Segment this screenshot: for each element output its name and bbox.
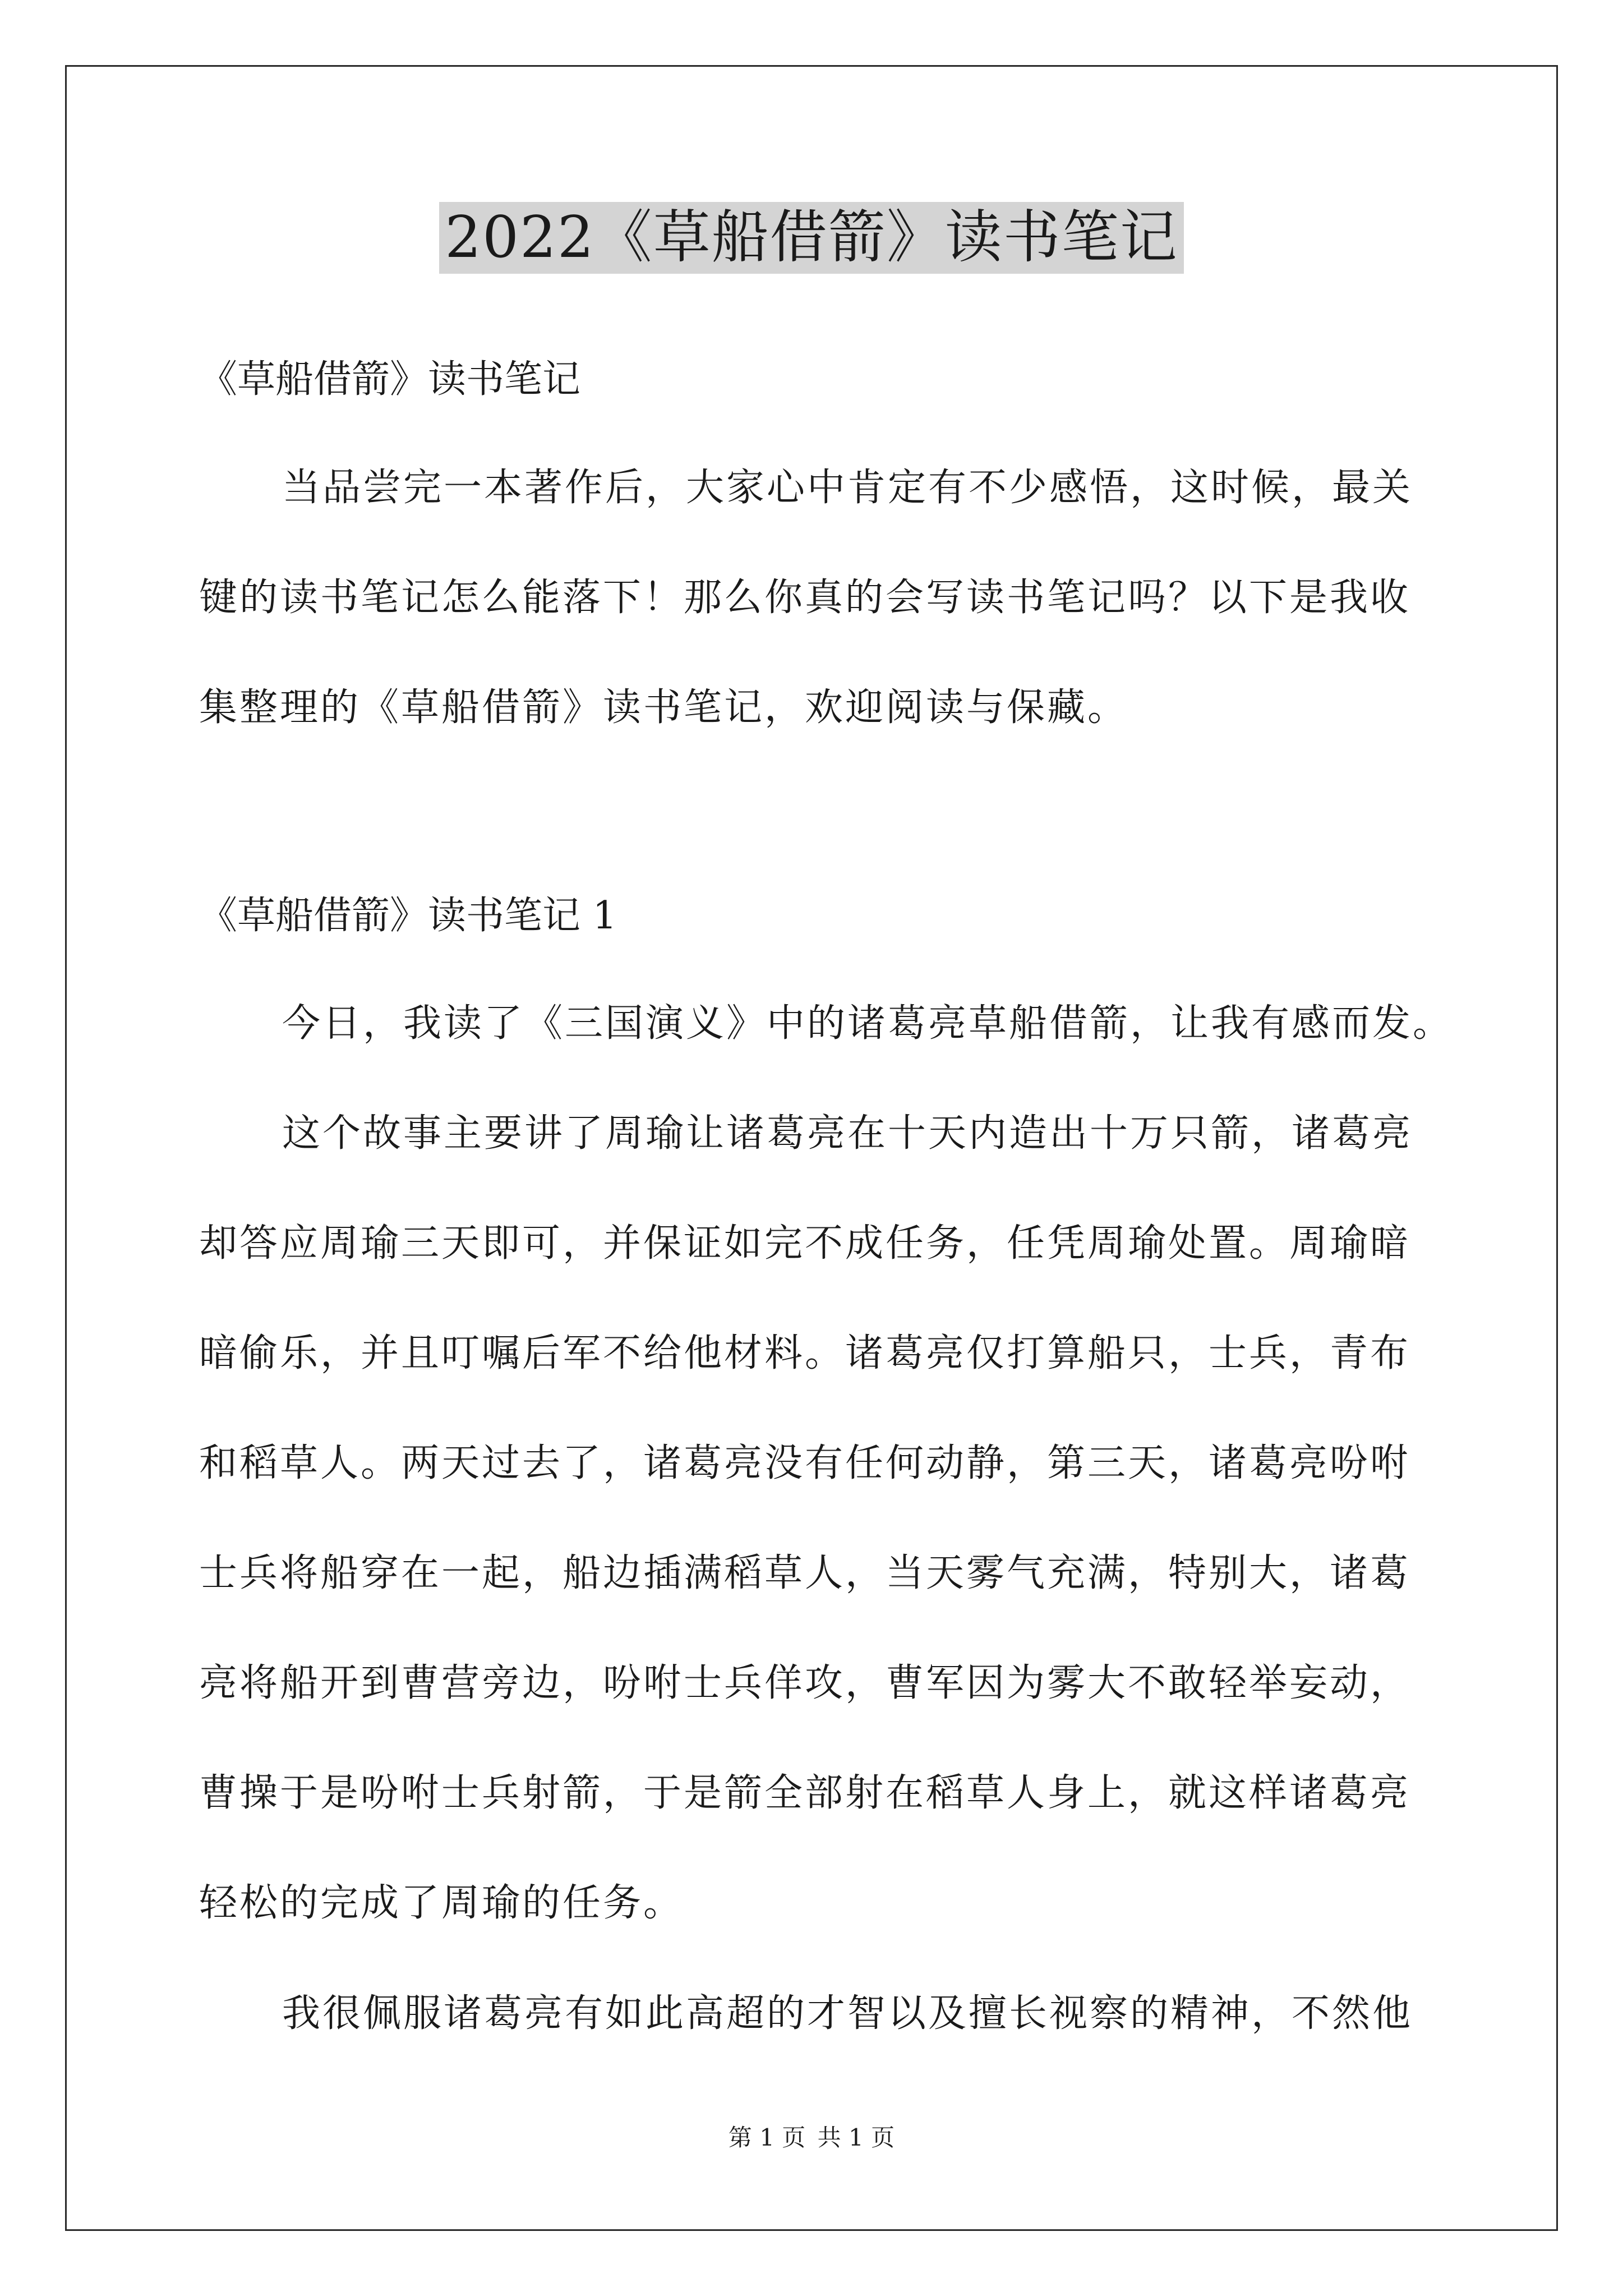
document-title: 2022《草船借箭》读书笔记 [439,202,1184,274]
text-line: 亮将船开到曹营旁边，吩咐士兵佯攻，曹军因为雾大不敢轻举妄动， [199,1661,1411,1705]
text-line: 却答应周瑜三天即可，并保证如完不成任务，任凭周瑜处置。周瑜暗 [199,1221,1411,1266]
paragraph-2 [199,1111,1430,1991]
title-wrapper [0,202,1623,274]
text-line: 这个故事主要讲了周瑜让诸葛亮在十天内造出十万只箭，诸葛亮 [282,1111,1413,1156]
text-line: 和稻草人。两天过去了，诸葛亮没有任何动静，第三天，诸葛亮吩咐 [199,1441,1411,1485]
paragraph-3 [199,1991,1430,2101]
text-line: 集整理的《草船借箭》读书笔记，欢迎阅读与保藏。 [199,685,1128,730]
text-line: 键的读书笔记怎么能落下！那么你真的会写读书笔记吗？以下是我收 [199,576,1411,620]
text-line: 当品尝完一本著作后，大家心中肯定有不少感悟，这时候，最关 [282,466,1413,510]
page-footer [0,2124,1623,2152]
page-number: 第 1 页 [728,2124,806,2151]
text-line: 今日，我读了《三国演义》中的诸葛亮草船借箭，让我有感而发。 [282,1001,1454,1046]
paragraph-1 [199,1001,1454,1111]
section-heading: 《草船借箭》读书笔记 1 [199,894,617,938]
text-line: 我很佩服诸葛亮有如此高超的才智以及擅长视察的精神，不然他 [282,1991,1413,2036]
text-line: 士兵将船穿在一起，船边插满稻草人，当天雾气充满，特别大，诸葛 [199,1551,1411,1595]
text-line: 曹操于是吩咐士兵射箭，于是箭全部射在稻草人身上，就这样诸葛亮 [199,1771,1411,1815]
page-total: 共 1 页 [817,2124,895,2151]
text-line: 暗偷乐，并且叮嘱后军不给他材料。诸葛亮仅打算船只，士兵，青布 [199,1331,1411,1375]
text-line: 轻松的完成了周瑜的任务。 [199,1881,684,1925]
intro-paragraph [199,466,1430,795]
intro-heading: 《草船借箭》读书笔记 [199,357,581,402]
